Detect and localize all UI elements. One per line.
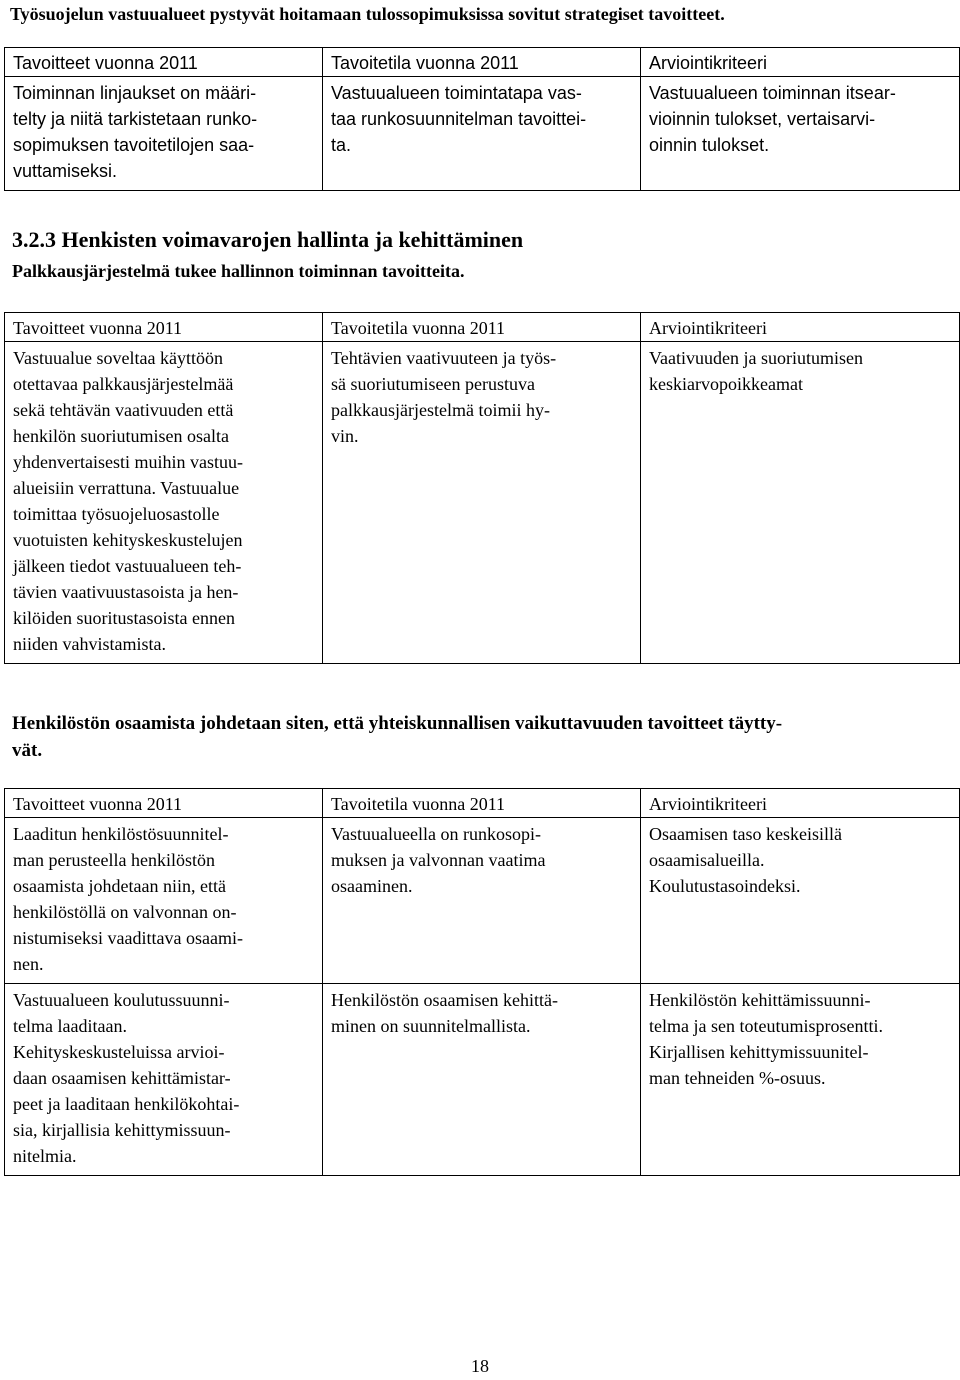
table-header-row [5, 313, 960, 342]
table-row [5, 818, 960, 984]
cell-line: Tehtävien vaativuuteen ja työs- [331, 348, 557, 368]
cell-line: henkilön suoriutumisen osalta [13, 426, 229, 446]
cell-line: Vastuualue soveltaa käyttöön [13, 348, 223, 368]
cell-line: jälkeen tiedot vastuualueen teh- [13, 556, 242, 576]
cell-line: nistumiseksi vaadittava osaami- [13, 928, 243, 948]
cell-goals [5, 818, 323, 984]
cell-line: Toiminnan linjaukset on määri- [13, 83, 257, 103]
cell-target-state [323, 984, 641, 1176]
goals-table-3 [4, 788, 960, 1176]
cell-line: Laaditun henkilöstösuunnitel- [13, 824, 229, 844]
cell-line: taa runkosuunnitelman tavoittei- [331, 109, 587, 129]
cell-line: vuttamiseksi. [13, 161, 118, 181]
cell-line: vioinnin tulokset, vertaisarvi- [649, 109, 876, 129]
cell-line: man perusteella henkilöstön [13, 850, 215, 870]
cell-line: henkilöstöllä on valvonnan on- [13, 902, 237, 922]
cell-line: Vastuualueella on runkosopi- [331, 824, 541, 844]
table-row [5, 77, 960, 191]
cell-line: osaamisalueilla. [649, 850, 765, 870]
cell-line: man tehneiden %-osuus. [649, 1068, 826, 1088]
cell-goals [5, 342, 323, 664]
cell-goals [5, 984, 323, 1176]
paragraph-line: Henkilöstön osaamista johdetaan siten, että yhteiskunnallisen vaikuttavuuden tavoitteet täytty- [12, 713, 783, 734]
cell-line: telty ja niitä tarkistetaan runko- [13, 109, 258, 129]
cell-line: vin. [331, 426, 359, 446]
header-goals: Tavoitteet vuonna 2011 [5, 313, 323, 342]
cell-criteria [641, 342, 960, 664]
cell-line: nen. [13, 954, 44, 974]
table-row [5, 984, 960, 1176]
cell-line: toimittaa työsuojeluosastolle [13, 504, 220, 524]
header-criteria: Arviointikriteeri [641, 313, 960, 342]
section-subheading: Palkkausjärjestelmä tukee hallinnon toiminnan tavoitteita. [12, 261, 465, 281]
cell-line: otettavaa palkkausjärjestelmää [13, 374, 234, 394]
cell-line: keskiarvopoikkeamat [649, 374, 803, 394]
cell-line: palkkausjärjestelmä toimii hy- [331, 400, 550, 420]
intro-paragraph: Työsuojelun vastuualueet pystyvät hoitamaan tulossopimuksissa sovitut strategiset tavoitteet. [10, 4, 725, 24]
cell-line: alueisiin verrattuna. Vastuualue [13, 478, 240, 498]
cell-line: yhdenvertaisesti muihin vastuu- [13, 452, 243, 472]
cell-line: ta. [331, 135, 352, 155]
cell-line: Vaativuuden ja suoriutumisen [649, 348, 863, 368]
header-criteria: Arviointikriteeri [641, 789, 960, 818]
cell-line: vuotuisten kehityskeskustelujen [13, 530, 243, 550]
cell-line: osaaminen. [331, 876, 413, 896]
table-header-row [5, 48, 960, 77]
header-target-state: Tavoitetila vuonna 2011 [323, 789, 641, 818]
cell-line: daan osaamisen kehittämistar- [13, 1068, 231, 1088]
cell-line: Vastuualueen toimintatapa vas- [331, 83, 582, 103]
cell-line: Osaamisen taso keskeisillä [649, 824, 842, 844]
cell-target-state [323, 342, 641, 664]
header-target-state: Tavoitetila vuonna 2011 [323, 48, 641, 77]
cell-line: tävien vaativuustasoista ja hen- [13, 582, 239, 602]
cell-line: Henkilöstön kehittämissuunni- [649, 990, 871, 1010]
cell-line: Kirjallisen kehittymissuunitel- [649, 1042, 869, 1062]
cell-line: Vastuualueen toiminnan itsear- [649, 83, 896, 103]
section-heading: 3.2.3 Henkisten voimavarojen hallinta ja kehittäminen [12, 227, 524, 252]
competence-paragraph [12, 710, 782, 764]
cell-line: osaamista johdetaan niin, että [13, 876, 226, 896]
cell-line: sopimuksen tavoitetilojen saa- [13, 135, 255, 155]
cell-line: telma laaditaan. [13, 1016, 127, 1036]
cell-criteria [641, 818, 960, 984]
cell-line: nitelmia. [13, 1146, 77, 1166]
header-target-state: Tavoitetila vuonna 2011 [323, 313, 641, 342]
header-criteria: Arviointikriteeri [641, 48, 960, 77]
cell-line: oinnin tulokset. [649, 135, 770, 155]
paragraph-line: vät. [12, 740, 43, 761]
cell-line: Kehityskeskusteluissa arvioi- [13, 1042, 225, 1062]
table-header-row [5, 789, 960, 818]
goals-table-2 [4, 312, 960, 664]
cell-line: sia, kirjallisia kehittymissuun- [13, 1120, 231, 1140]
page-number: 18 [471, 1356, 489, 1376]
cell-criteria [641, 77, 960, 191]
cell-goals [5, 77, 323, 191]
cell-line: niiden vahvistamista. [13, 634, 166, 654]
table-row [5, 342, 960, 664]
cell-criteria [641, 984, 960, 1176]
cell-line: muksen ja valvonnan vaatima [331, 850, 546, 870]
cell-line: kilöiden suoritustasoista ennen [13, 608, 235, 628]
cell-line: Vastuualueen koulutussuunni- [13, 990, 230, 1010]
cell-line: telma ja sen toteutumisprosentti. [649, 1016, 883, 1036]
cell-line: sä suoriutumiseen perustuva [331, 374, 535, 394]
cell-line: Henkilöstön osaamisen kehittä- [331, 990, 558, 1010]
goals-table-1 [4, 47, 960, 191]
cell-line: peet ja laaditaan henkilökohtai- [13, 1094, 240, 1114]
cell-line: minen on suunnitelmallista. [331, 1016, 531, 1036]
header-goals: Tavoitteet vuonna 2011 [5, 789, 323, 818]
cell-line: sekä tehtävän vaativuuden että [13, 400, 234, 420]
cell-line: Koulutustasoindeksi. [649, 876, 801, 896]
cell-target-state [323, 77, 641, 191]
cell-target-state [323, 818, 641, 984]
header-goals: Tavoitteet vuonna 2011 [5, 48, 323, 77]
